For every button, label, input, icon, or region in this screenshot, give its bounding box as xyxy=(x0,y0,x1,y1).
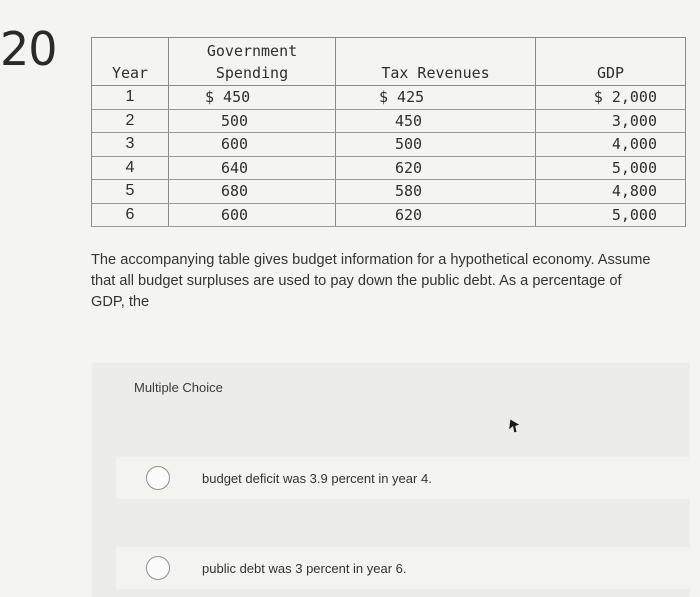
header-gov-line2: Spending xyxy=(215,64,289,82)
cell-gdp: 3,000 xyxy=(536,109,686,133)
header-year: Year xyxy=(92,38,169,86)
table-row xyxy=(92,156,686,180)
header-gdp: GDP xyxy=(536,38,686,86)
cell-tax-revenues: 620 xyxy=(336,156,536,180)
table-row xyxy=(92,180,686,204)
cell-year: 2 xyxy=(92,109,169,133)
multiple-choice-title: Multiple Choice xyxy=(134,380,223,395)
cell-gdp: 4,000 xyxy=(536,133,686,157)
cell-year: 3 xyxy=(92,133,169,157)
choice-option-label: budget deficit was 3.9 percent in year 4. xyxy=(202,470,432,486)
cell-tax-revenues: 620 xyxy=(336,203,536,227)
choice-option-label: public debt was 3 percent in year 6. xyxy=(202,560,407,576)
cell-gdp: 4,800 xyxy=(536,180,686,204)
cell-gov-spending: 680 xyxy=(169,180,336,204)
cell-tax-revenues: 450 xyxy=(336,109,536,133)
question-number: 20 xyxy=(0,22,57,76)
table-row xyxy=(92,86,686,110)
cell-gov-spending: 640 xyxy=(169,156,336,180)
header-government-spending xyxy=(169,38,336,86)
cell-gdp: $ 2,000 xyxy=(536,86,686,110)
header-gov-line1: Government xyxy=(206,42,298,60)
table-header-row xyxy=(92,38,686,86)
multiple-choice-panel xyxy=(92,363,690,597)
choice-option-2[interactable] xyxy=(116,547,690,589)
cell-year: 1 xyxy=(92,86,169,110)
cell-tax-revenues: 580 xyxy=(336,180,536,204)
cell-tax-revenues: $ 425 xyxy=(336,86,536,110)
cell-year: 5 xyxy=(92,180,169,204)
table-row xyxy=(92,203,686,227)
budget-table xyxy=(91,37,686,227)
cell-gdp: 5,000 xyxy=(536,156,686,180)
question-text: The accompanying table gives budget information for a hypothetical economy. Assume that all budget surpluses are used to pay down the public debt. As a percentage of GDP, the xyxy=(91,252,651,310)
radio-unselected-icon[interactable] xyxy=(146,556,170,580)
radio-unselected-icon[interactable] xyxy=(146,466,170,490)
header-tax-revenues: Tax Revenues xyxy=(336,38,536,86)
cell-gov-spending: $ 450 xyxy=(169,86,336,110)
mouse-pointer-icon xyxy=(506,418,520,434)
cell-gov-spending: 600 xyxy=(169,133,336,157)
choice-option-1[interactable] xyxy=(116,457,690,499)
cell-gov-spending: 500 xyxy=(169,109,336,133)
table-row xyxy=(92,133,686,157)
cell-year: 6 xyxy=(92,203,169,227)
cell-year: 4 xyxy=(92,156,169,180)
table-row xyxy=(92,109,686,133)
cell-gov-spending: 600 xyxy=(169,203,336,227)
cell-tax-revenues: 500 xyxy=(336,133,536,157)
cell-gdp: 5,000 xyxy=(536,203,686,227)
